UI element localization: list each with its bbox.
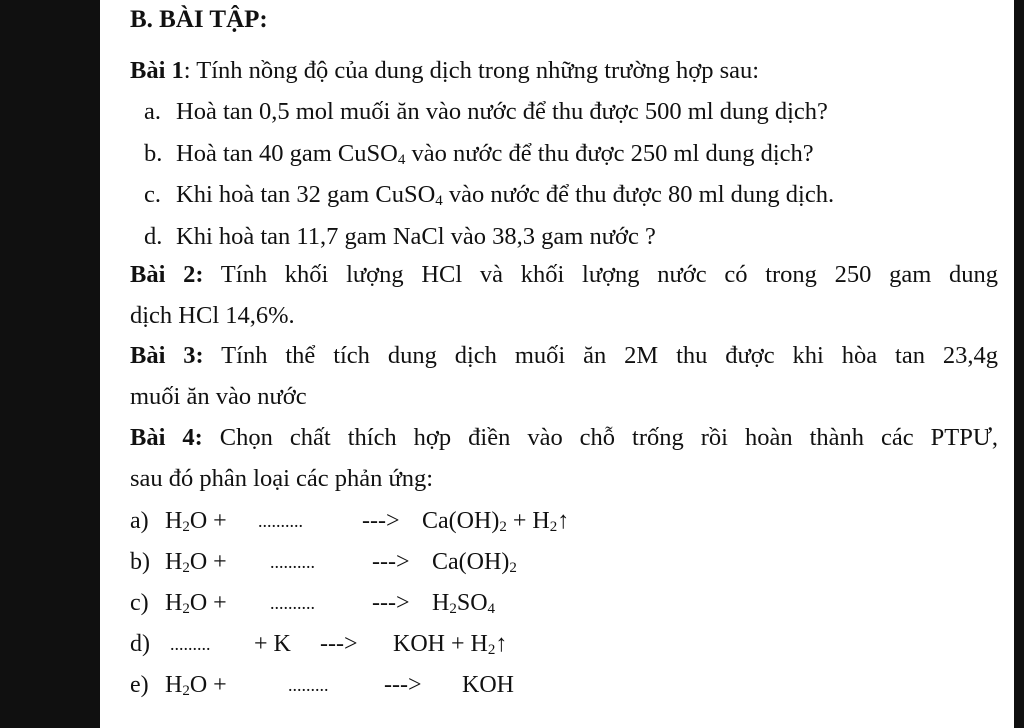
exercise-3-title: Bài 3: [130,342,204,369]
exercise-1-item-c: c. Khi hoà tan 32 gam CuSO$_4$ vào nước để thu được 80 ml dung dịch. [144,181,835,209]
section-heading: B. BÀI TẬP: [130,6,268,33]
blank: .......... [258,511,303,531]
exercise-1-item-a: a. Hoà tan 0,5 mol muối ăn vào nước để thu được 500 ml dung dịch? [144,98,828,125]
exercise-1-title: Bài 1 [130,57,184,84]
exercise-2-title: Bài 2: [130,261,204,288]
exercise-1-item-b: b. Hoà tan 40 gam CuSO$_4$ vào nước để thu được 250 ml dung dịch? [144,140,814,168]
up-arrow-icon: ↑ [495,631,508,657]
exercise-3-line-2: muối ăn vào nước [130,383,307,410]
exercise-4-title: Bài 4: [130,424,203,451]
blank: ......... [170,634,211,654]
arrow: ---> [384,672,422,698]
exercise-3-line-1: Bài 3: Tính thể tích dung dịch muối ăn 2M thu được khi hòa tan 23,4g [130,342,998,369]
exercise-1-text: : Tính nồng độ của dung dịch trong những trường hợp sau: [183,57,760,84]
exercise-1-prompt [130,55,759,87]
arrow: ---> [320,631,358,657]
blank: ......... [288,675,329,695]
blank: .......... [270,593,315,613]
arrow: ---> [362,508,400,534]
arrow: ---> [372,590,410,616]
blank: .......... [270,552,315,572]
document-page: B. BÀI TẬP: Bài 1: Tính nồng độ của dung dịch trong những trường hợp sau: a. Hoà tan 0,5 mol muối ăn vào nước để thu được 500 ml dung dịch? b. Hoà tan 40 gam CuSO$_4$ vào nước để thu được 250 ml dung dịch? c. Khi hoà tan 32 gam CuSO$_4$ vào nước để thu được 80 ml dung dịch. d. Khi hoà tan 11,7 gam NaCl vào 38,3 gam nước ? Bài 2: Tính khối lượng HCl và khối lượng nước có trong 250 gam dung dịch HCl 14,6%. Bài 3: Tính thể tích dung dịch muối ăn 2M thu được khi hòa tan 23,4g muối ăn vào nước Bài 4: Chọn chất thích hợp điền vào chỗ trống rồi hoàn thành các PTPƯ, sau đó phân loại các phản ứng: a) $H_2O$ + .......... ---> $Ca(OH)_2$ + $H_2↑$ b) $H_2O$ + .......... ---> $Ca(OH)_2$ c) $H_2O$ + .......... ---> $H_2SO_4$ d) ......... + K ---> KOH + $H_2↑$ e) $H_2O$ + ......... ---> KOH [100,0,1014,728]
exercise-1-item-d: d. Khi hoà tan 11,7 gam NaCl vào 38,3 gam nước ? [144,223,656,250]
exercise-2-line-1: Bài 2: Tính khối lượng HCl và khối lượng nước có trong 250 gam dung [130,261,998,288]
arrow: ---> [372,549,410,575]
exercise-2-line-2: dịch HCl 14,6%. [130,302,295,329]
exercise-4-line-1: Bài 4: Chọn chất thích hợp điền vào chỗ trống rồi hoàn thành các PTPƯ, [130,424,998,451]
exercise-4-line-2: sau đó phân loại các phản ứng: [130,465,434,492]
up-arrow-icon: ↑ [557,508,570,534]
